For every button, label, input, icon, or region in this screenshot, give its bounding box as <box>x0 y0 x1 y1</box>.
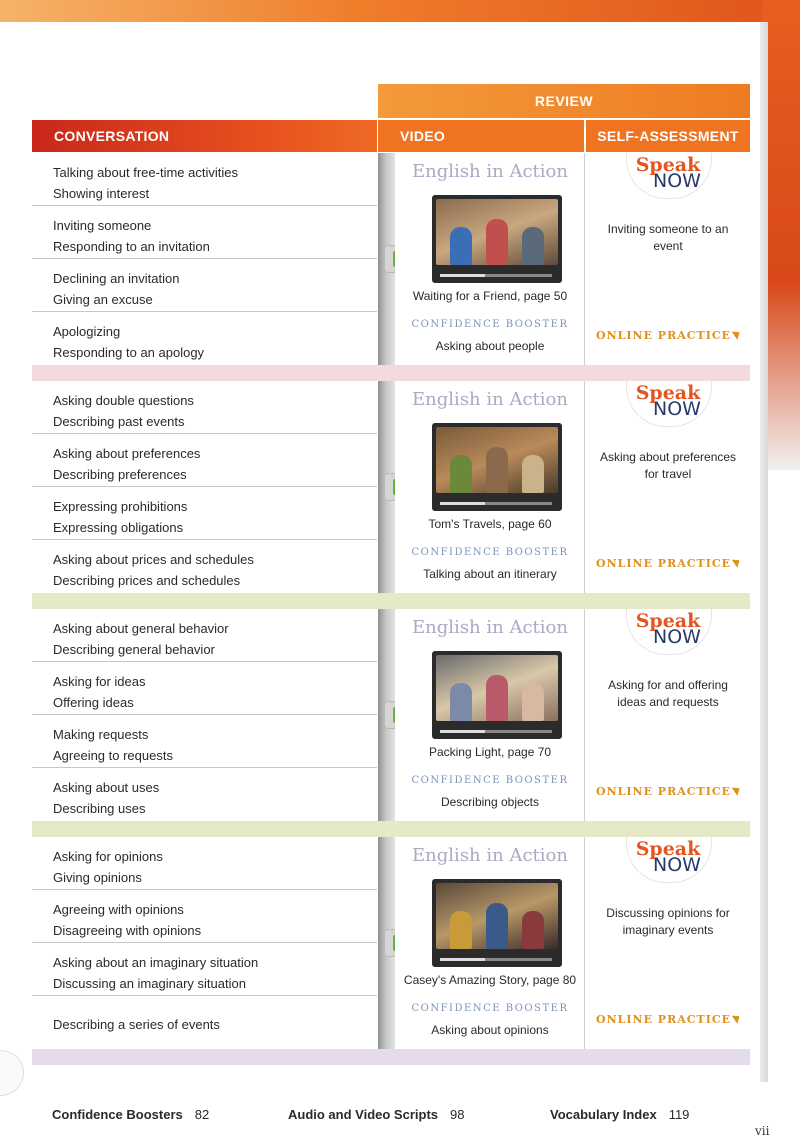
conversation-topic: Describing prices and schedules <box>53 573 241 588</box>
self-assessment-text: Asking for and offering ideas and requests <box>608 678 728 709</box>
conversation-item <box>32 153 377 206</box>
english-in-action-heading: English in Action <box>412 389 568 410</box>
conversation-topic: Describing general behavior <box>53 642 215 657</box>
video-scene <box>436 199 558 265</box>
conversation-topic: Describing preferences <box>53 467 187 482</box>
conversation-item <box>32 381 377 434</box>
video-column <box>395 381 585 593</box>
video-progress-bar <box>440 730 552 733</box>
conversation-item <box>32 434 377 487</box>
conversation-topic: Inviting someone <box>53 218 152 233</box>
conversation-topic: Making requests <box>53 727 149 742</box>
video-figure <box>486 447 508 493</box>
video-header: VIDEO <box>378 120 584 152</box>
page-curl <box>0 1050 24 1096</box>
video-figure <box>450 227 472 265</box>
conversation-topic: Agreeing to requests <box>53 748 173 763</box>
self-assessment-column <box>586 381 750 593</box>
unit-4 <box>32 837 750 1065</box>
conversation-topic: Asking for ideas <box>53 674 146 689</box>
video-thumbnail[interactable] <box>432 423 562 511</box>
video-column <box>395 153 585 365</box>
conversation-topic: Showing interest <box>53 186 150 201</box>
online-practice-link[interactable] <box>586 1013 750 1026</box>
unit-3 <box>32 609 750 837</box>
video-thumbnail[interactable] <box>432 651 562 739</box>
conversation-topic: Responding to an invitation <box>53 239 210 254</box>
conversation-topic: Describing a series of events <box>53 1017 220 1032</box>
conversation-topic: Asking for opinions <box>53 849 163 864</box>
conversation-item <box>32 943 377 996</box>
conversation-topic: Declining an invitation <box>53 271 180 286</box>
cursor-arrow-icon <box>732 328 743 340</box>
conversation-item <box>32 540 377 593</box>
speak-logo-text: Speak <box>635 382 701 404</box>
top-decorative-band <box>0 0 800 22</box>
footer-vocabulary-index[interactable] <box>550 1107 689 1122</box>
conversation-topic: Asking about general behavior <box>53 621 229 636</box>
self-assessment-column <box>586 609 750 821</box>
video-figure <box>450 455 472 493</box>
video-figure <box>486 903 508 949</box>
video-title: Waiting for a Friend, page 50 <box>412 289 568 303</box>
speak-logo-text: Speak <box>635 838 701 860</box>
conversation-topic: Agreeing with opinions <box>53 902 184 917</box>
confidence-booster-label: CONFIDENCE BOOSTER <box>411 319 569 330</box>
video-figure <box>522 455 544 493</box>
online-practice-label: ONLINE PRACTICE <box>596 557 731 570</box>
cursor-arrow-icon <box>732 556 743 568</box>
video-title: Packing Light, page 70 <box>428 745 552 759</box>
video-scene <box>436 883 558 949</box>
unit-1 <box>32 153 750 381</box>
conversation-item <box>32 609 377 662</box>
confidence-booster-label: CONFIDENCE BOOSTER <box>411 775 569 786</box>
online-practice-label: ONLINE PRACTICE <box>596 1013 731 1026</box>
review-header: REVIEW <box>378 84 750 118</box>
conversation-topic: Offering ideas <box>53 695 134 710</box>
conversation-item <box>32 837 377 890</box>
conversation-header: CONVERSATION <box>32 120 377 152</box>
conversation-topic: Asking double questions <box>53 393 194 408</box>
video-title: Tom's Travels, page 60 <box>428 517 552 531</box>
conversation-topic: Disagreeing with opinions <box>53 923 202 938</box>
video-figure <box>486 675 508 721</box>
unit-separator <box>32 593 750 609</box>
page-edge-shadow <box>760 22 768 1082</box>
conversation-item <box>32 662 377 715</box>
confidence-booster-text: Talking about an itinerary <box>423 567 557 581</box>
footer-confidence-boosters[interactable] <box>52 1107 209 1122</box>
cursor-arrow-icon <box>732 1012 743 1024</box>
video-progress-bar <box>440 958 552 961</box>
cursor-arrow-icon <box>732 784 743 796</box>
online-practice-label: ONLINE PRACTICE <box>596 329 731 342</box>
conversation-topic: Discussing an imaginary situation <box>53 976 246 991</box>
confidence-booster-text: Asking about people <box>435 339 545 353</box>
speak-logo-text: Speak <box>635 610 701 632</box>
self-assessment-text: Inviting someone to an event <box>607 222 729 253</box>
video-thumbnail[interactable] <box>432 879 562 967</box>
confidence-booster-text: Describing objects <box>440 795 540 809</box>
unit-2 <box>32 381 750 609</box>
conversation-topic: Asking about prices and schedules <box>53 552 254 567</box>
page-number: vii <box>755 1124 770 1138</box>
english-in-action-heading: English in Action <box>412 845 568 866</box>
online-practice-link[interactable] <box>586 329 750 342</box>
conversation-item <box>32 996 377 1049</box>
video-figure <box>522 227 544 265</box>
online-practice-link[interactable] <box>586 785 750 798</box>
english-in-action-heading: English in Action <box>412 617 568 638</box>
conversation-item <box>32 206 377 259</box>
unit-separator <box>32 821 750 837</box>
video-progress-bar <box>440 502 552 505</box>
confidence-booster-label: CONFIDENCE BOOSTER <box>411 547 569 558</box>
conversation-topic: Giving opinions <box>53 870 142 885</box>
video-column <box>395 609 585 821</box>
unit-separator <box>32 1049 750 1065</box>
footer-page-number: 82 <box>194 1107 210 1122</box>
conversation-topic: Responding to an apology <box>53 345 205 360</box>
video-thumbnail[interactable] <box>432 195 562 283</box>
conversation-topic: Giving an excuse <box>53 292 153 307</box>
conversation-item <box>32 715 377 768</box>
video-figure <box>486 219 508 265</box>
online-practice-label: ONLINE PRACTICE <box>596 785 731 798</box>
footer-link-label: Confidence Boosters <box>52 1107 183 1122</box>
conversation-topic: Talking about free-time activities <box>53 165 238 180</box>
conversation-topic: Expressing obligations <box>53 520 184 535</box>
conversation-topic: Describing uses <box>53 801 146 816</box>
conversation-topic: Apologizing <box>53 324 121 339</box>
now-logo-text: NOW <box>653 398 701 420</box>
self-assessment-column <box>586 153 750 365</box>
video-figure <box>450 911 472 949</box>
speak-logo-text: Speak <box>635 154 701 176</box>
conversation-item <box>32 768 377 821</box>
footer-scripts[interactable] <box>288 1107 464 1122</box>
online-practice-link[interactable] <box>586 557 750 570</box>
footer-link-label: Vocabulary Index <box>550 1107 657 1122</box>
confidence-booster-text: Asking about opinions <box>431 1023 549 1037</box>
self-assessment-header: SELF-ASSESSMENT <box>586 120 750 152</box>
footer-link-label: Audio and Video Scripts <box>288 1107 439 1122</box>
video-figure <box>450 683 472 721</box>
self-assessment-text: Asking about preferences for travel <box>599 450 737 481</box>
conversation-topic: Asking about uses <box>53 780 160 795</box>
now-logo-text: NOW <box>653 626 701 648</box>
video-progress-bar <box>440 274 552 277</box>
conversation-topic: Expressing prohibitions <box>53 499 188 514</box>
conversation-item <box>32 259 377 312</box>
confidence-booster-label: CONFIDENCE BOOSTER <box>411 1003 569 1014</box>
footer-page-number: 98 <box>450 1107 465 1122</box>
video-figure <box>522 683 544 721</box>
conversation-item <box>32 312 377 365</box>
conversation-topic: Describing past events <box>53 414 185 429</box>
video-title: Casey's Amazing Story, page 80 <box>403 973 577 987</box>
conversation-item <box>32 890 377 943</box>
conversation-topic: Asking about preferences <box>53 446 201 461</box>
now-logo-text: NOW <box>653 170 701 192</box>
self-assessment-text: Discussing opinions for imaginary events <box>606 906 730 937</box>
footer-page-number: 119 <box>668 1107 690 1122</box>
now-logo-text: NOW <box>653 854 701 876</box>
video-scene <box>436 655 558 721</box>
unit-separator <box>32 365 750 381</box>
english-in-action-heading: English in Action <box>412 161 568 182</box>
conversation-item <box>32 487 377 540</box>
video-figure <box>522 911 544 949</box>
video-column <box>395 837 585 1049</box>
video-scene <box>436 427 558 493</box>
conversation-topic: Asking about an imaginary situation <box>53 955 259 970</box>
self-assessment-column <box>586 837 750 1049</box>
